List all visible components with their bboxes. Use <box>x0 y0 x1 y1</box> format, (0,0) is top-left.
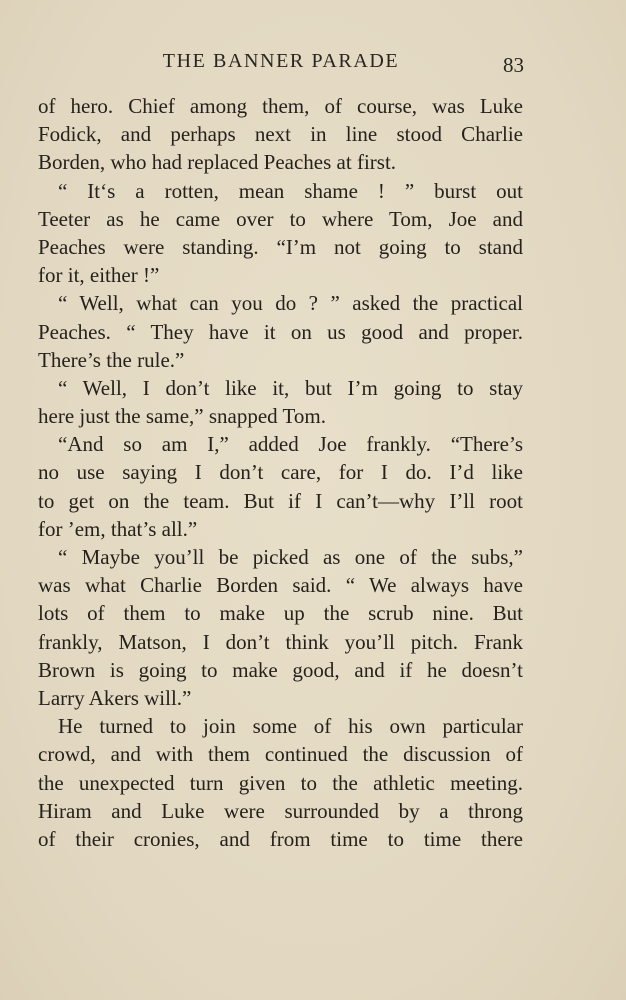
text-line: here just the same,” snapped Tom. <box>38 404 326 429</box>
text-line: Peaches were standing. “I’m not going to stand <box>38 234 523 259</box>
running-title: THE BANNER PARADE <box>162 50 400 72</box>
text-line: “ It‘s a rotten, mean shame ! ” burst out <box>58 178 523 203</box>
text-line: was what Charlie Borden said. “ We always have <box>38 573 523 598</box>
text-line: of their cronies, and from time to time there <box>38 826 523 851</box>
text-line: Brown is going to make good, and if he doesn’t <box>38 657 523 682</box>
text-line: Teeter as he came over to where Tom, Joe and <box>38 206 523 231</box>
text-line: of hero. Chief among them, of course, was Luke <box>38 94 523 118</box>
text-line: crowd, and with them continued the discussion of <box>38 742 523 767</box>
text-line: the unexpected turn given to the athletic meeting. <box>38 770 523 795</box>
text-line: frankly, Matson, I don’t think you’ll pitch. Frank <box>38 629 523 654</box>
text-line: no use saying I don’t care, for I do. I’d like <box>38 460 523 485</box>
text-line: Hiram and Luke were surrounded by a throng <box>38 798 523 823</box>
text-line: Fodick, and perhaps next in line stood Charlie <box>38 122 523 147</box>
text-line: Peaches. “ They have it on us good and proper. <box>38 319 523 344</box>
text-line: “And so am I,” added Joe frankly. “There’s <box>58 432 523 457</box>
page-number: 83 <box>503 53 524 77</box>
text-line: “ Maybe you’ll be picked as one of the subs,” <box>58 545 523 569</box>
text-line: There’s the rule.” <box>38 347 185 372</box>
text-line: to get on the team. But if I can’t—why I’ll root <box>38 488 523 513</box>
text-line: Borden, who had replaced Peaches at first. <box>38 150 397 175</box>
text-line: for ’em, that’s all.” <box>38 516 198 541</box>
text-line: Larry Akers will.” <box>38 685 192 710</box>
text-line: “ Well, I don’t like it, but I’m going to stay <box>58 375 523 400</box>
text-line: He turned to join some of his own particular <box>58 714 523 739</box>
text-line: “ Well, what can you do ? ” asked the practical <box>58 291 523 316</box>
body-text <box>38 92 523 853</box>
text-line: for it, either !” <box>38 263 160 288</box>
running-head <box>38 50 524 78</box>
text-line: lots of them to make up the scrub nine. But <box>38 601 523 626</box>
